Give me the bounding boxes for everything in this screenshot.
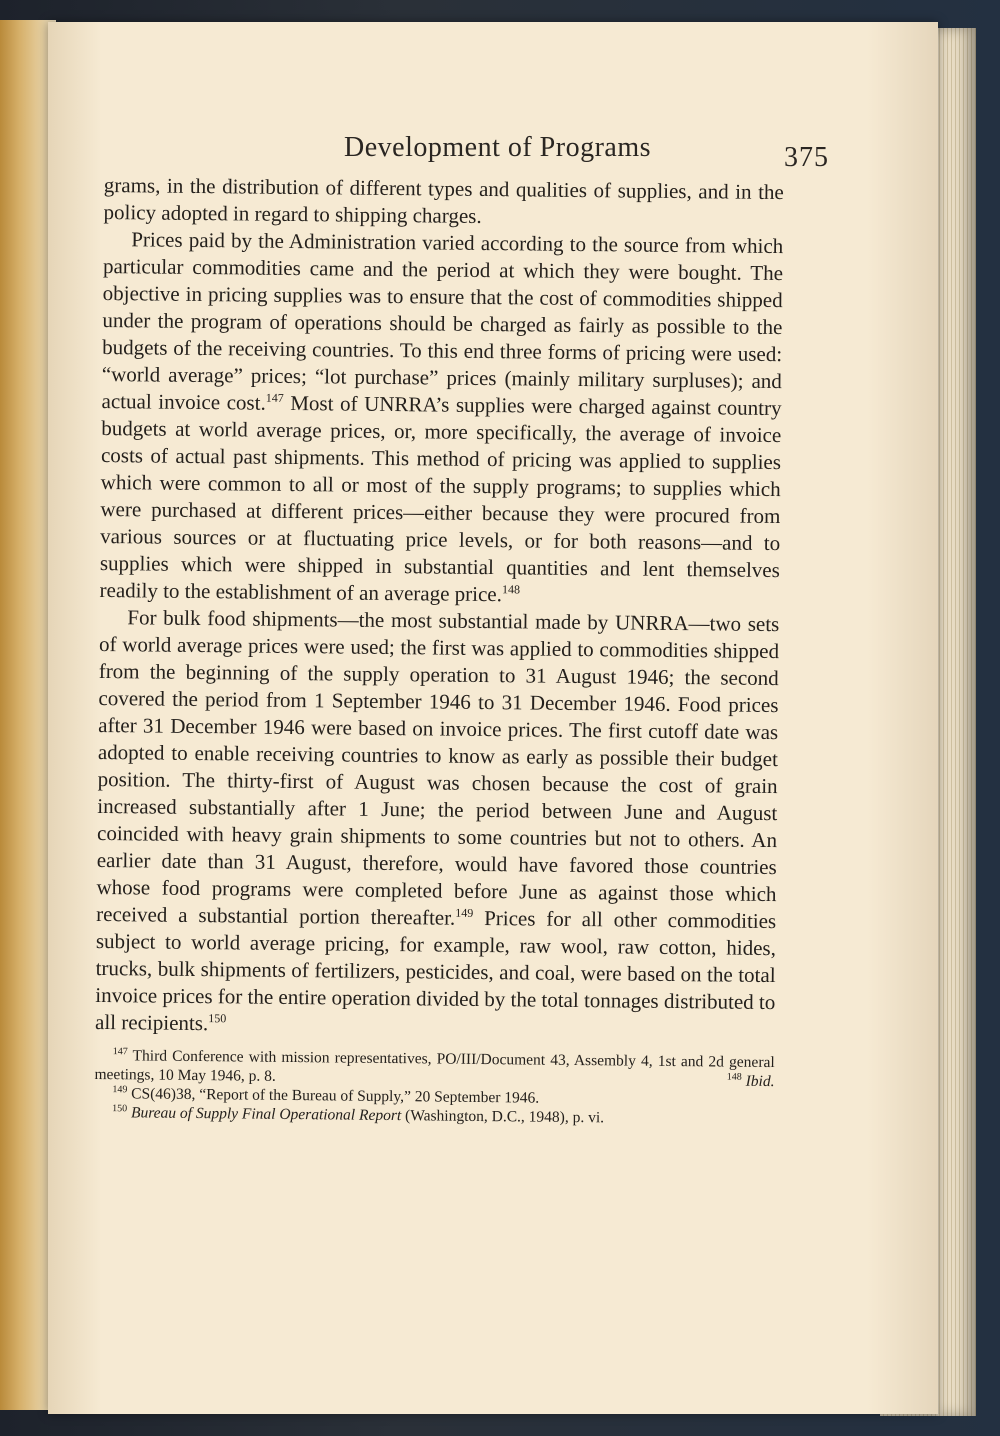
page-number: 375 bbox=[784, 142, 829, 173]
text-run: Third Conference with mission representatives, PO/III/Document 43, Assembly 4, 1st and 2d general meetings, 10 May 1946, p. 8. bbox=[94, 1047, 775, 1085]
footnote-inline bbox=[709, 1071, 775, 1091]
footnote-ref: 147 bbox=[265, 390, 284, 405]
footnote-ref: 150 bbox=[112, 1103, 128, 1115]
italic-text: Bureau of Supply Final Operational Report bbox=[127, 1104, 402, 1125]
text-run: Prices paid by the Administration varied according to the source from which particular commodities came and the period at which they were bought. The objective in pricing supplies was to ensure that the cost of commodities shipped under the program of operations should be charged as fairly as possible to the budgets of the receiving countries. To this end three forms of pricing were used: “world average” prices; “lot purchase” prices (mainly military surpluses); and actual invoice cost. bbox=[101, 227, 784, 415]
text-run: Prices for all other commodities subject to world average pricing, for example, raw wool, raw cotton, hides, trucks, bulk shipments of fertilizers, pesticides, and coal, were based on the total invoice prices for the entire operation divided by the total tonnages distributed to all recipients. bbox=[94, 905, 777, 1036]
body-text bbox=[95, 172, 784, 1043]
paragraph bbox=[95, 604, 779, 1043]
footnote-ref: 149 bbox=[455, 905, 474, 920]
footnote-ref: 147 bbox=[112, 1046, 128, 1058]
italic-text: Ibid. bbox=[741, 1072, 775, 1091]
footnotes bbox=[94, 1046, 775, 1129]
text-block bbox=[94, 172, 784, 1129]
footnote-ref: 150 bbox=[208, 1011, 227, 1026]
book-page bbox=[48, 22, 938, 1414]
text-run: For bulk food shipments—the most substantial made by UNRRA—two sets of world average prices were used; the first was applied to commodities shipped from the beginning of the supply operation to 31 August 1946; the second covered the period from 1 September 1946 to 31 December 1946. Food prices after 31 December 1946 were based on invoice prices. The first cutoff date was adopted to enable receiving countries to know as early as possible their budget position. The thirty-first of August was chosen because the cost of grain increased substantially after 1 June; the period between June and August coincided with heavy grain shipments to some countries but not to others. An earlier date than 31 August, therefore, would have favored those countries whose food programs were completed before June as against those which received a substantial portion thereafter. bbox=[96, 605, 780, 930]
footnote-ref: 148 bbox=[726, 1071, 742, 1083]
paragraph bbox=[103, 172, 784, 233]
text-run: CS(46)38, “Report of the Bureau of Supply,” 20 September 1946. bbox=[127, 1085, 540, 1107]
running-head bbox=[104, 128, 844, 173]
text-run: Most of UNRRA’s supplies were charged against country budgets at world average prices, or, more specifically, the average of invoice costs of actual past shipments. This method of pricing was applied to supplies which were common to all or most of the supply programs; to supplies which were purchased at different prices—either because they were procured from various sources or at fluctuating price levels, or for both reasons—and to supplies which were shipped in substantial quantities and lent themselves readily to the establishment of an average price. bbox=[99, 390, 782, 607]
text-run: (Washington, D.C., 1948), p. vi. bbox=[401, 1107, 605, 1127]
footnote-ref: 149 bbox=[112, 1084, 128, 1096]
text-run: grams, in the distribution of different types and qualities of supplies, and in the policy adopted in regard to shipping charges. bbox=[103, 172, 784, 228]
paragraph bbox=[99, 226, 783, 611]
footnote-ref: 148 bbox=[501, 582, 521, 597]
running-title: Development of Programs bbox=[344, 132, 651, 163]
